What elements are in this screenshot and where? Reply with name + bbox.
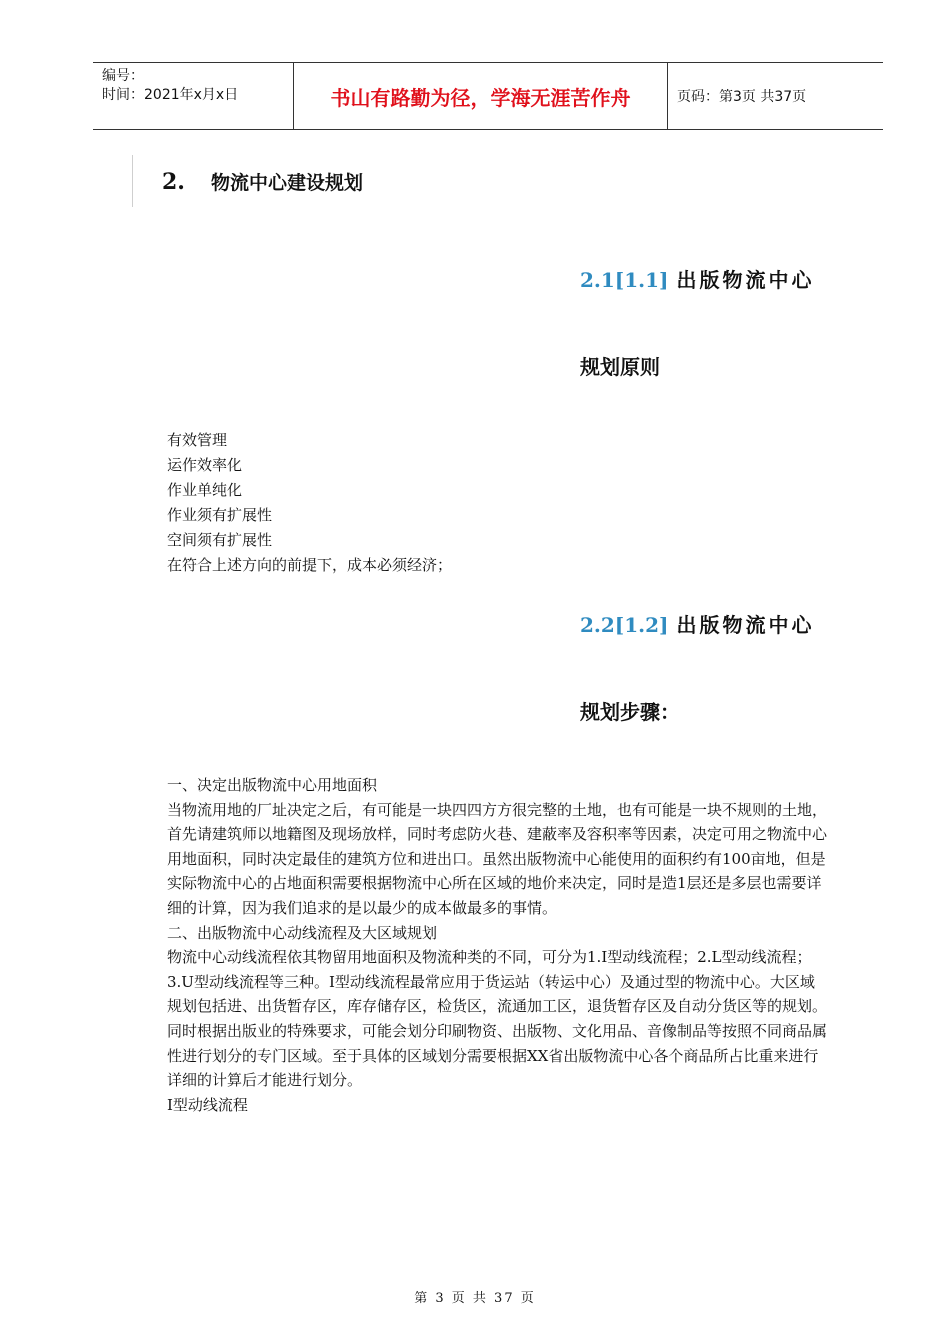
subsection-heading-2-1-line2 <box>580 351 660 380</box>
header-motto: 书山有路勤为径，学海无涯苦作舟 <box>330 85 631 110</box>
subsection-title-line2: 规划原则 <box>580 355 660 379</box>
subsection-heading-2-2 <box>580 609 815 638</box>
section-marker-bar <box>132 155 133 207</box>
subsection-heading-2-2-line2 <box>580 696 680 725</box>
paragraph: 二、出版物流中心动线流程及大区域规划 <box>167 923 438 942</box>
subsection-number: 2.2[1.2] <box>580 613 669 637</box>
subsection-title: 出版物流中心 <box>676 613 815 637</box>
header-page-cell <box>668 63 883 129</box>
list-item: 有效管理 <box>167 431 228 449</box>
list-item: 运作效率化 <box>167 456 243 474</box>
paragraph: 物流中心动线流程依其物留用地面积及物流种类的不同，可分为1.I型动线流程；2.L型动线流程；3.U型动线流程等三种。I型动线流程最常应用于货运站（转运中心）及通过型的物流中心。大区域规划包括进、出货暂存区，库存储存区，检货区，流通加工区，退货暂存区及自动分货区等的规划。同时根据出版业的特殊要求，可能会划分印刷物资、出版物、文化用品、音像制品等按照不同商品属性进行划分的专门区域。至于具体的区域划分需要根据XX省出版物流中心各个商品所占比重来进行详细的计算后才能进行划分。 <box>167 948 828 1090</box>
subsection-heading-2-1 <box>580 264 815 293</box>
paragraph: 一、决定出版物流中心用地面积 <box>167 776 378 794</box>
principles-list <box>167 428 452 578</box>
header-motto-cell <box>294 63 668 129</box>
header-page-label: 页码：第3页 共37页 <box>677 89 807 105</box>
list-item: 作业单纯化 <box>167 481 243 499</box>
header-meta-cell <box>93 63 294 129</box>
page-footer: 第 3 页 共 37 页 <box>414 1291 536 1306</box>
section-number: 2. <box>162 169 185 195</box>
paragraph: I型动线流程 <box>167 1095 248 1114</box>
list-item: 作业须有扩展性 <box>167 506 273 524</box>
subsection-title: 出版物流中心 <box>676 268 815 292</box>
subsection-number: 2.1[1.1] <box>580 268 669 292</box>
document-number-label: 编号： <box>102 68 144 84</box>
section-heading <box>162 168 363 195</box>
list-item: 空间须有扩展性 <box>167 531 273 549</box>
paragraph: 当物流用地的厂址决定之后，有可能是一块四四方方很完整的土地，也有可能是一块不规则的土地，首先请建筑师以地籍图及现场放样，同时考虑防火巷、建蔽率及容积率等因素，决定可用之物流中心用地面积，同时决定最佳的建筑方位和进出口。虽然出版物流中心能使用的面积约有100亩地，但是实际物流中心的占地面积需要根据物流中心所在区域的地价来决定，同时是造1层还是多层也需要详细的计算，因为我们追求的是以最少的成本做最多的事情。 <box>167 800 828 917</box>
list-item: 在符合上述方向的前提下，成本必须经济； <box>167 556 453 574</box>
subsection-title-line2: 规划步骤： <box>580 700 680 724</box>
document-time-label: 时间：2021年x月x日 <box>102 87 239 103</box>
page-header <box>93 62 883 130</box>
section-title: 物流中心建设规划 <box>211 172 364 194</box>
body-text <box>167 773 827 1117</box>
